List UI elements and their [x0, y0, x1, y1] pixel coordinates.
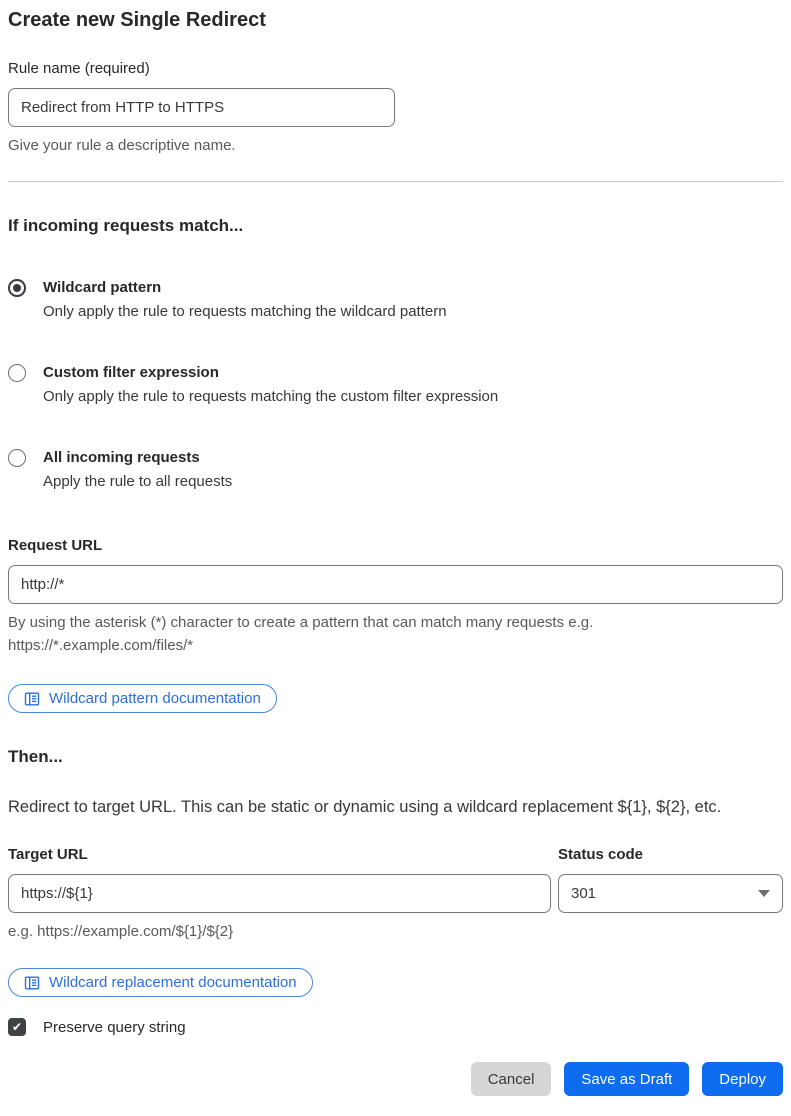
- wildcard-replacement-documentation-button[interactable]: [8, 968, 313, 997]
- target-url-label: Target URL: [8, 846, 88, 863]
- status-code-label: Status code: [558, 846, 644, 863]
- then-description: Redirect to target URL. This can be static or dynamic using a wildcard replacement ${1}, ${2}, etc.: [8, 798, 722, 816]
- request-url-field: [8, 536, 783, 657]
- request-url-input[interactable]: [8, 565, 783, 604]
- radio-label: All incoming requests: [43, 449, 200, 466]
- radio-label: Wildcard pattern: [43, 279, 162, 296]
- book-icon: [24, 975, 40, 991]
- book-icon: [24, 691, 40, 707]
- radio-description: Only apply the rule to requests matching the custom filter expression: [43, 388, 499, 405]
- then-heading: Then...: [8, 747, 63, 766]
- cancel-button[interactable]: Cancel: [471, 1062, 552, 1096]
- create-single-redirect-form: [0, 7, 791, 1116]
- doc-button-label: Wildcard pattern documentation: [49, 690, 261, 707]
- request-url-helper: [8, 611, 783, 657]
- radio-option-all-incoming-requests[interactable]: [8, 447, 783, 492]
- rule-name-helper: Give your rule a descriptive name.: [8, 137, 236, 154]
- wildcard-pattern-documentation-button[interactable]: [8, 684, 277, 713]
- match-options-group: [8, 277, 783, 492]
- caret-down-icon: [758, 890, 770, 897]
- target-url-input[interactable]: [8, 874, 551, 913]
- rule-name-input[interactable]: [8, 88, 395, 127]
- match-section-heading: If incoming requests match...: [8, 216, 244, 235]
- radio-option-wildcard-pattern[interactable]: [8, 277, 783, 322]
- radio-button-icon[interactable]: [8, 279, 26, 297]
- preserve-query-string-label: Preserve query string: [43, 1018, 186, 1036]
- checkbox-check-icon[interactable]: [8, 1018, 26, 1036]
- deploy-button[interactable]: Deploy: [702, 1062, 783, 1096]
- preserve-query-string-option[interactable]: [8, 1018, 783, 1036]
- status-code-field: [558, 845, 783, 943]
- page-title: Create new Single Redirect: [8, 9, 266, 31]
- rule-name-field: [8, 59, 783, 157]
- target-url-field: [8, 845, 551, 943]
- radio-button-icon[interactable]: [8, 364, 26, 382]
- form-actions: [8, 1062, 783, 1096]
- doc-button-label: Wildcard replacement documentation: [49, 974, 297, 991]
- status-code-value: 301: [571, 885, 597, 902]
- rule-name-label: Rule name (required): [8, 60, 150, 77]
- radio-button-icon[interactable]: [8, 449, 26, 467]
- target-url-helper: e.g. https://example.com/${1}/${2}: [8, 923, 234, 940]
- radio-label: Custom filter expression: [43, 364, 219, 381]
- status-code-select[interactable]: [558, 874, 783, 913]
- radio-option-custom-filter-expression[interactable]: [8, 362, 783, 407]
- radio-description: Apply the rule to all requests: [43, 473, 233, 490]
- save-as-draft-button[interactable]: Save as Draft: [564, 1062, 689, 1096]
- request-url-helper-line2: https://*.example.com/files/*: [8, 637, 194, 654]
- request-url-label: Request URL: [8, 537, 103, 554]
- radio-description: Only apply the rule to requests matching the wildcard pattern: [43, 303, 447, 320]
- target-status-row: [8, 845, 783, 943]
- section-divider: [8, 181, 783, 182]
- request-url-helper-line1: By using the asterisk (*) character to create a pattern that can match many requests e.g.: [8, 614, 594, 631]
